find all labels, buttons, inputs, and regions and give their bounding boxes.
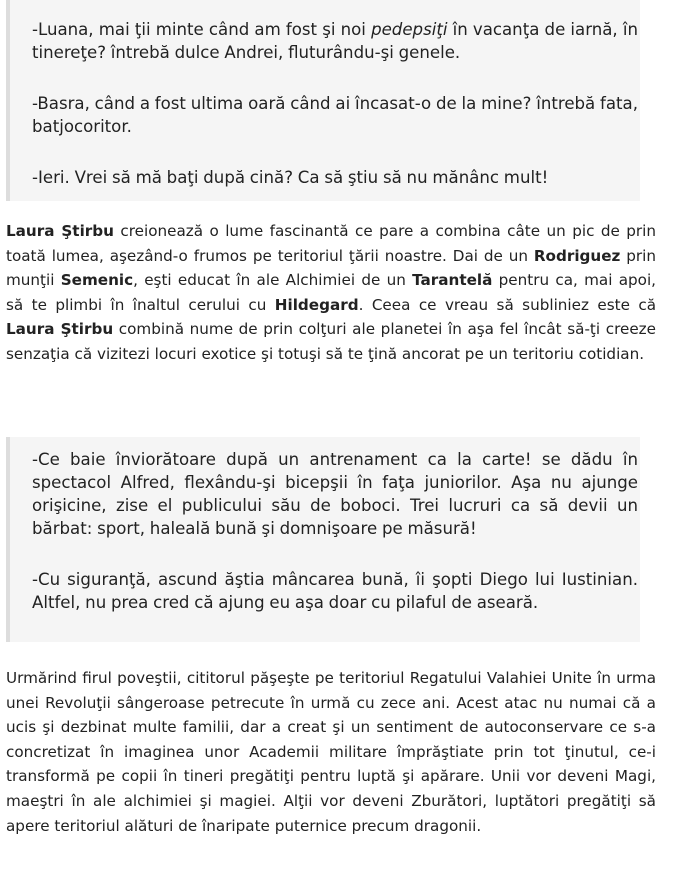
- text-span: -Luana, mai ţii minte când am fost şi noi: [32, 20, 372, 39]
- italic-text: pedepsiţi: [371, 20, 448, 39]
- dialogue-line: [10, 18, 638, 64]
- place-name: Semenic: [60, 271, 134, 290]
- text-span: . Ceea ce vreau să subliniez este că: [358, 295, 656, 314]
- author-name: Laura Ştirbu: [6, 320, 114, 339]
- dialogue-line: -Ieri. Vrei să mă baţi după cină? Ca să ştiu să nu mănânc mult!: [32, 168, 549, 187]
- blockquote-dialogue-2: [6, 437, 640, 642]
- blockquote-dialogue-1: [6, 0, 640, 201]
- text-span: pentru ca, mai apoi, să te plimbi în înaltul cerului cu: [6, 271, 656, 314]
- text-span: în vacanţa de iarnă, în tinereţe? întrebă dulce Andrei, fluturându-şi genele.: [32, 20, 638, 62]
- text-span: combină nume de prin colţuri ale planetei în aşa fel încât să-ţi creeze senzaţia că vizitezi locuri exotice şi totuşi să te ţină ancorat pe un teritoriu cotidian.: [6, 320, 657, 363]
- text-span: , eşti educat în ale Alchimiei de un: [133, 271, 413, 290]
- text-span: prin munţii: [6, 246, 656, 290]
- dialogue-line: -Ce baie înviorătoare după un antrenament ca la carte! se dădu în spectacol Alfred, flexându-şi bicepşii în faţa juniorilor. Aşa nu ajunge orişicine, zise el publicului său de boboci. Trei lucruri ca să devii un bărbat: sport, haleală bună şi domnişoare pe măsură!: [32, 450, 638, 538]
- author-name: Laura Ştirbu: [6, 222, 114, 240]
- character-name: Hildegard: [274, 295, 359, 314]
- dialogue-line: -Cu siguranţă, ascund ăştia mâncarea bună, îi şopti Diego lui Iustinian. Altfel, nu prea cred că ajung eu aşa doar cu pilaful de aseară.: [32, 570, 638, 612]
- character-name: Rodriguez: [533, 246, 621, 265]
- review-paragraph: [6, 219, 656, 367]
- text-span: creionează o lume fascinantă ce pare a combina câte un pic de prin toată lumea, aşezând-o frumos pe teritoriul ţării noastre. Dai de un: [6, 222, 656, 265]
- character-name: Tarantelă: [412, 271, 493, 290]
- dialogue-line: -Basra, când a fost ultima oară când ai încasat-o de la mine? întrebă fata, batjocoritor.: [32, 94, 638, 136]
- review-paragraph: Urmărind firul poveştii, cititorul păşeşte pe teritoriul Regatului Valahiei Unite în urma unei Revoluţii sângeroase petrecute în urmă cu zece ani. Acest atac nu numai că a ucis şi dezbinat multe familii, dar a creat şi un sentiment de autoconservare ce s-a concretizat în imaginea unor Academii militare împrăştiate prin tot ţinutul, ce-i transformă pe copii în tineri pregătiţi pentru luptă şi apărare. Unii vor deveni Magi, maeştri în ale alchimiei şi magiei. Alţii vor deveni Zburători, luptători pregătiţi să apere teritoriul alături de înaripate puternice precum dragonii.: [6, 669, 656, 835]
